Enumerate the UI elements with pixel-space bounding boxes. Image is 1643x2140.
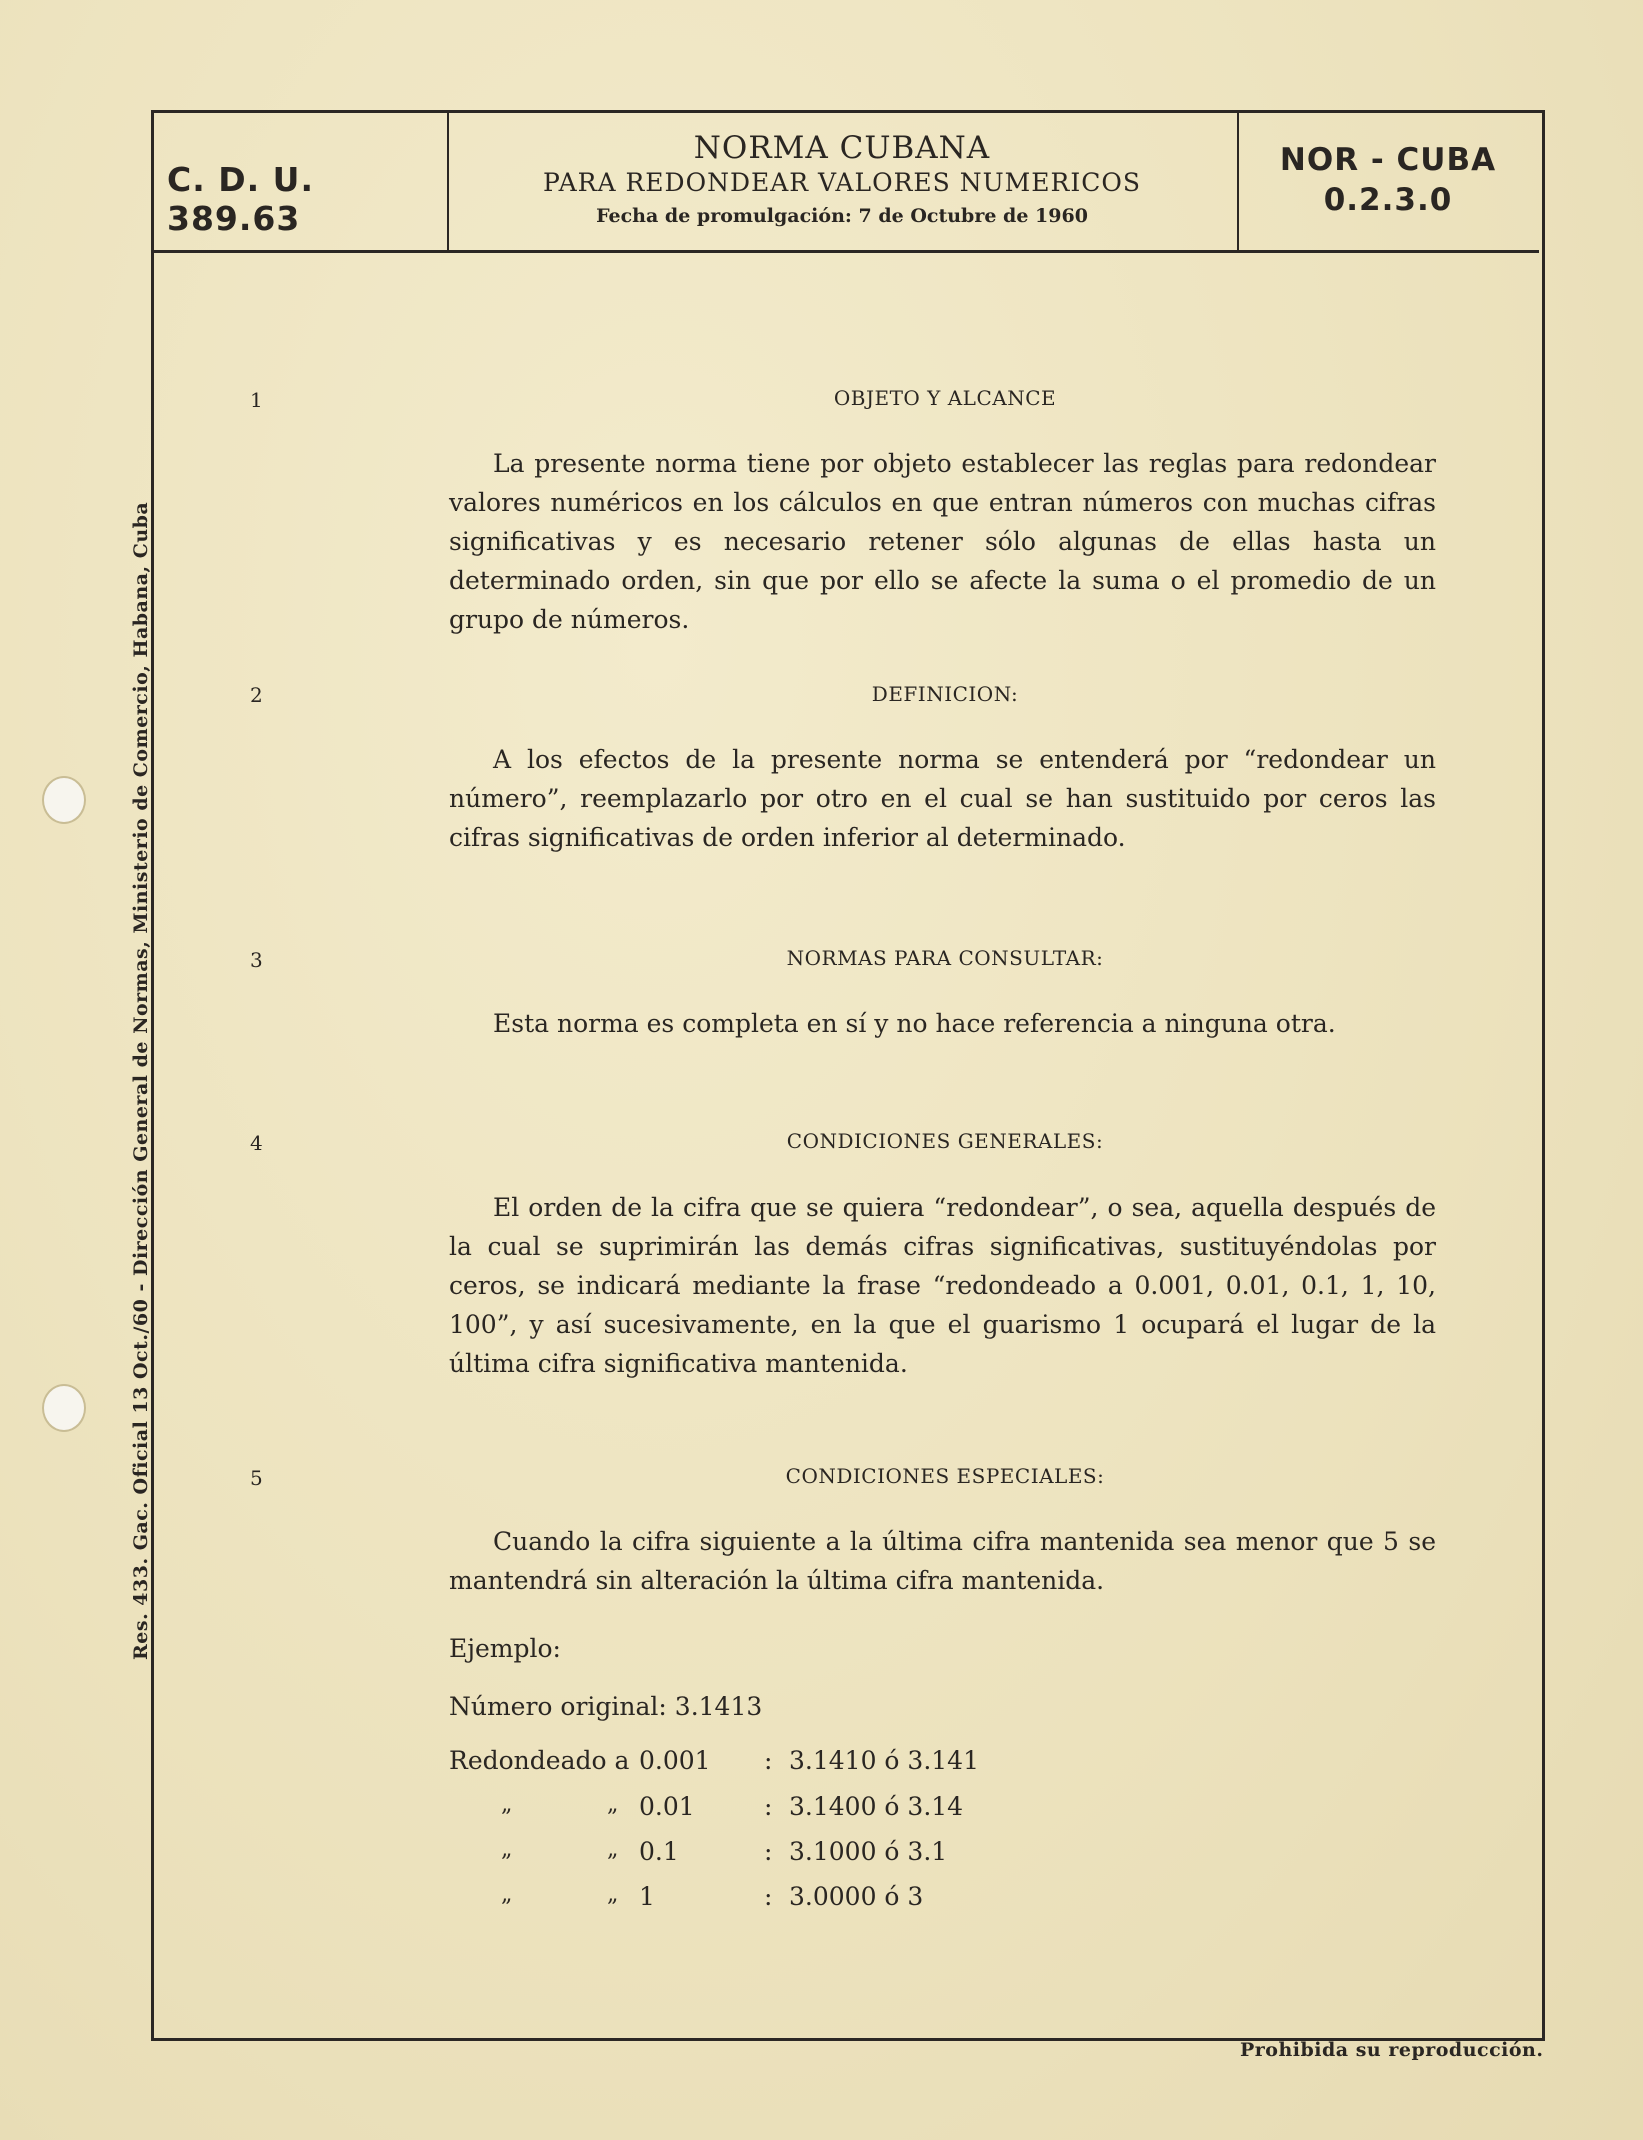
- ditto-mark: „: [501, 1837, 513, 1862]
- ditto-mark: „: [501, 1792, 513, 1817]
- section-number: 2: [250, 683, 263, 707]
- section-paragraph: El orden de la cifra que se quiera “redondear”, o sea, aquella después de la cual se suprimirán las demás cifras significativas, sustituyéndolas por ceros, se indicará mediante la frase “redondeado a 0.001, 0.01, 0.1, 1, 10, 100”, y así sucesivamente, en la que el guarismo 1 ocupará el lugar de la última cifra significativa mantenida.: [449, 1193, 1436, 1378]
- example-prefix: Redondeado a: [449, 1746, 630, 1775]
- section-paragraph: Esta norma es completa en sí y no hace referencia a ninguna otra.: [493, 1009, 1336, 1038]
- punch-hole-top: [42, 776, 86, 824]
- section-number: 1: [250, 388, 263, 412]
- example-row: [449, 1837, 1049, 1871]
- section-paragraph: A los efectos de la presente norma se entenderá por “redondear un número”, reemplazarlo por otro en el cual se han sustituido por ceros las cifras significativas de orden inferior al determinado.: [449, 745, 1436, 852]
- rounding-target: 0.1: [639, 1837, 679, 1866]
- ditto-mark: „: [607, 1837, 619, 1862]
- section-heading: CONDICIONES GENERALES:: [786, 1129, 1104, 1153]
- section-heading: NORMAS PARA CONSULTAR:: [786, 946, 1104, 970]
- document-subtitle: PARA REDONDEAR VALORES NUMERICOS: [543, 168, 1141, 197]
- section-heading: DEFINICION:: [871, 682, 1019, 706]
- section-number: 4: [250, 1131, 263, 1155]
- section-paragraph: La presente norma tiene por objeto establecer las reglas para redondear valores numéricos en los cálculos en que entran números con muchas cifras significativas y es necesario retener sólo algunas de ellas hasta un determinado orden, sin que por ello se afecte la suma o el promedio de un grupo de números.: [449, 449, 1436, 634]
- rounding-result: 3.0000 ó 3: [789, 1882, 924, 1911]
- rounding-result: 3.1000 ó 3.1: [789, 1837, 948, 1866]
- promulgation-date: Fecha de promulgación: 7 de Octubre de 1960: [596, 205, 1088, 227]
- section-heading: OBJETO Y ALCANCE: [833, 386, 1057, 410]
- punch-hole-bottom: [42, 1384, 86, 1432]
- ditto-mark: „: [607, 1792, 619, 1817]
- side-resolution-note: Res. 433. Gac. Oficial 13 Oct./60 - Dirección General de Normas, Ministerio de Comercio, Habana, Cuba: [130, 501, 152, 1660]
- reproduction-notice: Prohibida su reproducción.: [1240, 2039, 1544, 2061]
- standard-code-name: NOR - CUBA: [1279, 142, 1497, 178]
- section-heading: CONDICIONES ESPECIALES:: [785, 1464, 1105, 1488]
- ditto-mark: „: [607, 1882, 619, 1907]
- separator: :: [764, 1882, 773, 1911]
- standard-code-number: 0.2.3.0: [1323, 182, 1453, 218]
- rounding-target: 0.01: [639, 1792, 695, 1821]
- rounding-target: 1: [639, 1882, 655, 1911]
- example-original-number: Número original: 3.1413: [449, 1692, 763, 1721]
- standard-code-cell: [1237, 110, 1539, 250]
- rounding-target: 0.001: [639, 1746, 711, 1775]
- header-table: [151, 110, 1539, 253]
- rounding-result: 3.1410 ó 3.141: [789, 1746, 979, 1775]
- example-row: [449, 1882, 1049, 1916]
- separator: :: [764, 1837, 773, 1866]
- example-row: [449, 1746, 1049, 1780]
- section-number: 5: [250, 1466, 263, 1490]
- section-number: 3: [250, 948, 263, 972]
- document-title: NORMA CUBANA: [693, 130, 991, 166]
- cdu-code: C. D. U. 389.63: [167, 160, 314, 238]
- example-label: Ejemplo:: [449, 1634, 561, 1663]
- separator: :: [764, 1746, 773, 1775]
- section-paragraph: Cuando la cifra siguiente a la última cifra mantenida sea menor que 5 se mantendrá sin alteración la última cifra mantenida.: [449, 1527, 1436, 1595]
- separator: :: [764, 1792, 773, 1821]
- cdu-cell: [151, 110, 449, 250]
- rounding-result: 3.1400 ó 3.14: [789, 1792, 964, 1821]
- title-cell: [447, 110, 1239, 250]
- example-row: [449, 1792, 1049, 1826]
- ditto-mark: „: [501, 1882, 513, 1907]
